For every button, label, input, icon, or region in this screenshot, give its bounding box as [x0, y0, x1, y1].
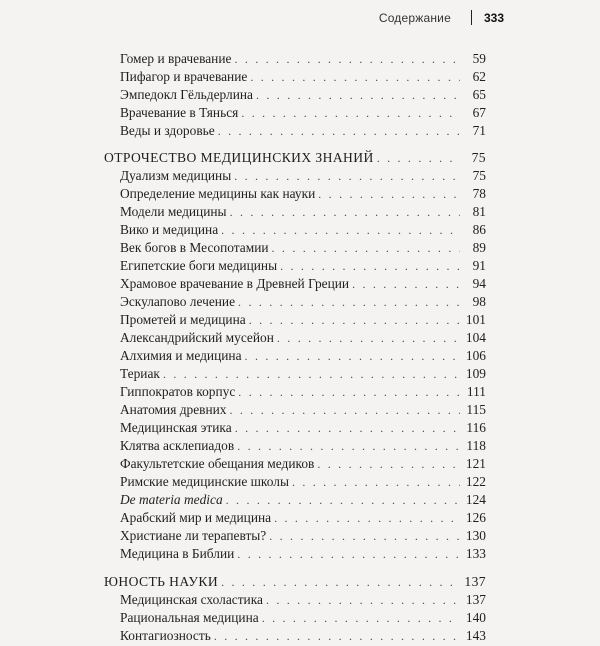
toc-entry-page: 104 — [465, 330, 486, 345]
toc-entry-page: 75 — [472, 168, 486, 183]
toc-entry-page: 122 — [465, 474, 486, 489]
toc-entry — [120, 544, 486, 563]
toc-entry-page: 111 — [466, 384, 486, 399]
toc-entry-page: 94 — [472, 276, 486, 291]
toc-entry-page: 101 — [465, 312, 486, 327]
toc-entry-title: Прометей и медицина — [120, 312, 246, 327]
toc-entry-page: 65 — [472, 87, 486, 102]
toc-entry-page: 98 — [472, 294, 486, 309]
section-title: Содержание — [378, 10, 451, 25]
toc-entry-title: Врачевание в Тянься — [120, 105, 239, 120]
toc-entry — [120, 184, 486, 203]
toc-entry-title: Египетские боги медицины — [120, 258, 278, 273]
toc-entry-title: Гиппократов корпус — [120, 384, 236, 399]
toc-entry-page: 126 — [465, 510, 486, 525]
toc-entry-title: Определение медицины как науки — [120, 186, 316, 201]
toc-entry-page: 67 — [472, 105, 486, 120]
dot-leader — [214, 627, 460, 646]
toc-entry-page: 59 — [472, 51, 486, 66]
toc-entry-title: Клятва асклепиадов — [120, 438, 235, 453]
dot-leader — [218, 122, 460, 141]
toc-entry-title: Храмовое врачевание в Древней Греции — [120, 276, 350, 291]
running-header — [379, 10, 504, 25]
toc-entry-page: 109 — [465, 366, 486, 381]
toc-entry — [120, 292, 486, 311]
toc-entry-title: Модели медицины — [120, 204, 227, 219]
toc-entry-title: Дуализм медицины — [120, 168, 232, 183]
toc-entry-page: 116 — [466, 420, 486, 435]
dot-leader — [237, 545, 460, 564]
toc-entry — [120, 436, 486, 455]
toc-entry — [120, 382, 486, 401]
toc-entry-page: 71 — [472, 123, 486, 138]
toc-entry-title: Римские медицинские школы — [120, 474, 289, 489]
toc-entry-title: Териак — [120, 366, 160, 381]
toc-entry-title: Гомер и врачевание — [120, 51, 232, 66]
toc-section-entry — [104, 148, 486, 167]
toc-entry-title: ОТРОЧЕСТВО МЕДИЦИНСКИХ ЗНАНИЙ — [104, 150, 374, 165]
toc-entry — [120, 49, 486, 68]
toc-entry-page: 78 — [472, 186, 486, 201]
toc-entry-page: 89 — [472, 240, 486, 255]
toc-entry — [120, 508, 486, 527]
toc-entry-title: Эмпедокл Гёльдерлина — [120, 87, 253, 102]
toc-entry — [120, 626, 486, 645]
toc-entry-title: Факультетские обещания медиков — [120, 456, 315, 471]
toc-entry-title: Александрийский мусейон — [120, 330, 274, 345]
page-number: 333 — [483, 10, 504, 25]
toc-entry — [120, 400, 486, 419]
toc-entry — [120, 608, 486, 627]
toc-entry — [120, 472, 486, 491]
toc-entry-page: 124 — [465, 492, 486, 507]
toc-entry — [120, 454, 486, 473]
toc-entry-page: 115 — [466, 402, 486, 417]
toc-entry-title: Контагиозность — [120, 628, 211, 643]
toc-entry — [120, 67, 486, 86]
toc-entry-title: Веды и здоровье — [120, 123, 215, 138]
toc-entry-title: Анатомия древних — [120, 402, 227, 417]
toc-entry-page: 86 — [472, 222, 486, 237]
toc-entry-page: 75 — [471, 150, 486, 165]
toc-entry-page: 118 — [466, 438, 486, 453]
toc-entry-title: Медицинская схоластика — [120, 592, 263, 607]
toc-entry — [120, 328, 486, 347]
toc-entry — [120, 202, 486, 221]
toc-entry — [120, 418, 486, 437]
toc-entry-title: Арабский мир и медицина — [120, 510, 272, 525]
header-divider — [471, 10, 472, 25]
toc-entry-title: Алхимия и медицина — [120, 348, 242, 363]
toc-entry-title: Христиане ли терапевты? — [120, 528, 267, 543]
toc-entry-title: Медицина в Библии — [120, 546, 235, 561]
toc-entry-page: 62 — [472, 69, 486, 84]
toc-entry-page: 121 — [465, 456, 486, 471]
toc-entry-page: 133 — [465, 546, 486, 561]
toc-entry — [120, 256, 486, 275]
toc-entry-title: Рациональная медицина — [120, 610, 259, 625]
toc-entry — [120, 526, 486, 545]
toc-entry-title: Пифагор и врачевание — [120, 69, 248, 84]
toc-entry-page: 130 — [465, 528, 486, 543]
toc-entry-title: Медицинская этика — [120, 420, 232, 435]
toc-entry — [120, 103, 486, 122]
toc-entry-page: 140 — [465, 610, 486, 625]
toc-entry-page: 81 — [472, 204, 486, 219]
toc-entry — [120, 490, 486, 509]
toc-entry-page: 143 — [465, 628, 486, 643]
toc-entry — [120, 274, 486, 293]
toc-entry-page: 137 — [464, 574, 486, 589]
toc-entry — [120, 346, 486, 365]
toc-entry-title: Вико и медицина — [120, 222, 219, 237]
toc-entry-title: De materia medica — [120, 492, 223, 507]
toc-entry — [120, 364, 486, 383]
toc-entry — [120, 85, 486, 104]
toc-entry — [120, 238, 486, 257]
toc-entry-page: 91 — [472, 258, 486, 273]
toc-entry — [120, 310, 486, 329]
toc-entry — [120, 121, 486, 140]
toc-entry-page: 106 — [465, 348, 486, 363]
toc-entry-title: Век богов в Месопотамии — [120, 240, 269, 255]
toc-entry — [120, 220, 486, 239]
toc-entry — [120, 166, 486, 185]
toc-entry-title: ЮНОСТЬ НАУКИ — [104, 574, 219, 589]
toc-section-entry — [104, 572, 486, 591]
toc-entry-page: 137 — [465, 592, 486, 607]
toc-entry-title: Эскулапово лечение — [120, 294, 236, 309]
